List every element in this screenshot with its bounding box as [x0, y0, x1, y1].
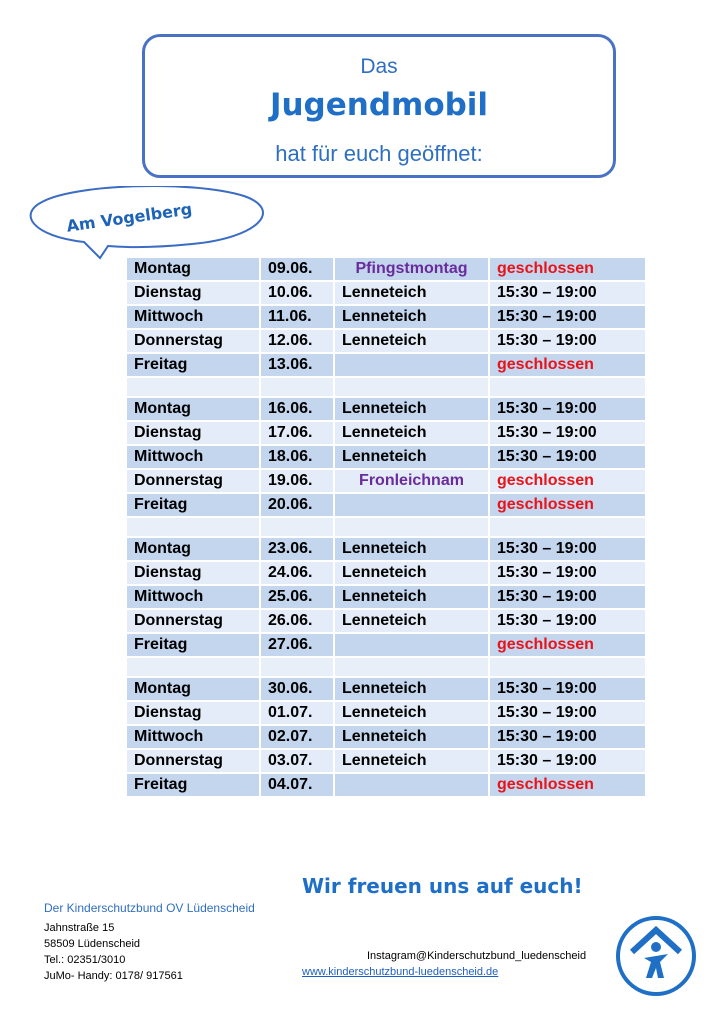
- time-cell: 15:30 – 19:00: [490, 282, 645, 306]
- website-link[interactable]: www.kinderschutzbund-luedenscheid.de: [302, 966, 499, 978]
- schedule-row: [127, 398, 645, 422]
- time-cell: 15:30 – 19:00: [490, 422, 645, 446]
- time-cell: 15:30 – 19:00: [490, 446, 645, 470]
- date-cell: 19.06.: [261, 470, 335, 494]
- closed-cell: geschlossen: [490, 354, 645, 378]
- place-cell: Lenneteich: [335, 702, 490, 726]
- address-mobile: JuMo- Handy: 0178/ 917561: [44, 970, 183, 982]
- day-cell: Donnerstag: [127, 750, 261, 774]
- date-cell: 09.06.: [261, 258, 335, 282]
- address-block: [44, 920, 183, 984]
- time-cell: 15:30 – 19:00: [490, 538, 645, 562]
- date-cell: 27.06.: [261, 634, 335, 658]
- kinderschutzbund-logo-icon: [614, 914, 698, 998]
- day-cell: Mittwoch: [127, 306, 261, 330]
- schedule-row: [127, 306, 645, 330]
- place-cell: Lenneteich: [335, 586, 490, 610]
- closed-cell: geschlossen: [490, 774, 645, 798]
- place-cell: [335, 494, 490, 518]
- schedule-table: [127, 258, 645, 798]
- day-cell: Dienstag: [127, 702, 261, 726]
- day-cell: Donnerstag: [127, 330, 261, 354]
- place-cell: Lenneteich: [335, 306, 490, 330]
- schedule-row: [127, 562, 645, 586]
- day-cell: Freitag: [127, 774, 261, 798]
- date-cell: 03.07.: [261, 750, 335, 774]
- day-cell: Freitag: [127, 354, 261, 378]
- day-cell: Montag: [127, 258, 261, 282]
- date-cell: 04.07.: [261, 774, 335, 798]
- place-cell: Lenneteich: [335, 538, 490, 562]
- day-cell: Mittwoch: [127, 446, 261, 470]
- day-cell: Dienstag: [127, 562, 261, 586]
- time-cell: 15:30 – 19:00: [490, 562, 645, 586]
- day-cell: Mittwoch: [127, 726, 261, 750]
- date-cell: 12.06.: [261, 330, 335, 354]
- time-cell: 15:30 – 19:00: [490, 726, 645, 750]
- address-phone: Tel.: 02351/3010: [44, 954, 126, 966]
- schedule-row: [127, 586, 645, 610]
- schedule-row: [127, 726, 645, 750]
- address-street: Jahnstraße 15: [44, 922, 115, 934]
- location-bubble: [22, 186, 268, 262]
- time-cell: 15:30 – 19:00: [490, 306, 645, 330]
- header-box: [142, 34, 616, 178]
- day-cell: Dienstag: [127, 282, 261, 306]
- day-cell: Montag: [127, 398, 261, 422]
- closed-cell: geschlossen: [490, 470, 645, 494]
- place-cell: Lenneteich: [335, 750, 490, 774]
- time-cell: 15:30 – 19:00: [490, 678, 645, 702]
- holiday-cell: Fronleichnam: [335, 470, 490, 494]
- place-cell: Lenneteich: [335, 678, 490, 702]
- place-cell: Lenneteich: [335, 398, 490, 422]
- schedule-row: [127, 774, 645, 798]
- day-cell: Montag: [127, 538, 261, 562]
- schedule-row: [127, 354, 645, 378]
- date-cell: 23.06.: [261, 538, 335, 562]
- time-cell: 15:30 – 19:00: [490, 330, 645, 354]
- header-subtitle: hat für euch geöffnet:: [275, 141, 483, 166]
- day-cell: Donnerstag: [127, 610, 261, 634]
- place-cell: Lenneteich: [335, 610, 490, 634]
- date-cell: 25.06.: [261, 586, 335, 610]
- week-spacer: [127, 378, 645, 398]
- schedule-row: [127, 330, 645, 354]
- date-cell: 10.06.: [261, 282, 335, 306]
- place-cell: Lenneteich: [335, 282, 490, 306]
- date-cell: 01.07.: [261, 702, 335, 726]
- holiday-cell: Pfingstmontag: [335, 258, 490, 282]
- date-cell: 16.06.: [261, 398, 335, 422]
- date-cell: 11.06.: [261, 306, 335, 330]
- date-cell: 17.06.: [261, 422, 335, 446]
- place-cell: Lenneteich: [335, 446, 490, 470]
- place-cell: Lenneteich: [335, 562, 490, 586]
- schedule-row: [127, 258, 645, 282]
- day-cell: Freitag: [127, 494, 261, 518]
- closed-cell: geschlossen: [490, 494, 645, 518]
- week-spacer: [127, 518, 645, 538]
- time-cell: 15:30 – 19:00: [490, 750, 645, 774]
- schedule-row: [127, 678, 645, 702]
- schedule-row: [127, 470, 645, 494]
- location-label: Am Vogelberg: [65, 199, 194, 236]
- instagram-handle: Instagram@Kinderschutzbund_luedenscheid: [367, 950, 587, 962]
- date-cell: 20.06.: [261, 494, 335, 518]
- date-cell: 30.06.: [261, 678, 335, 702]
- day-cell: Dienstag: [127, 422, 261, 446]
- date-cell: 13.06.: [261, 354, 335, 378]
- schedule-row: [127, 446, 645, 470]
- address-city: 58509 Lüdenscheid: [44, 938, 141, 950]
- day-cell: Montag: [127, 678, 261, 702]
- slogan: Wir freuen uns auf euch!: [302, 874, 583, 898]
- date-cell: 18.06.: [261, 446, 335, 470]
- day-cell: Mittwoch: [127, 586, 261, 610]
- schedule-row: [127, 282, 645, 306]
- date-cell: 26.06.: [261, 610, 335, 634]
- place-cell: Lenneteich: [335, 726, 490, 750]
- place-cell: Lenneteich: [335, 422, 490, 446]
- date-cell: 24.06.: [261, 562, 335, 586]
- schedule-row: [127, 494, 645, 518]
- date-cell: 02.07.: [261, 726, 335, 750]
- time-cell: 15:30 – 19:00: [490, 586, 645, 610]
- time-cell: 15:30 – 19:00: [490, 702, 645, 726]
- schedule-row: [127, 422, 645, 446]
- week-spacer: [127, 658, 645, 678]
- schedule-row: [127, 750, 645, 774]
- org-name: Der Kinderschutzbund OV Lüdenscheid: [44, 901, 255, 915]
- place-cell: Lenneteich: [335, 330, 490, 354]
- closed-cell: geschlossen: [490, 634, 645, 658]
- place-cell: [335, 634, 490, 658]
- day-cell: Donnerstag: [127, 470, 261, 494]
- header-line1: Das: [360, 55, 398, 78]
- schedule-row: [127, 702, 645, 726]
- schedule-row: [127, 610, 645, 634]
- place-cell: [335, 354, 490, 378]
- closed-cell: geschlossen: [490, 258, 645, 282]
- time-cell: 15:30 – 19:00: [490, 398, 645, 422]
- place-cell: [335, 774, 490, 798]
- time-cell: 15:30 – 19:00: [490, 610, 645, 634]
- schedule-row: [127, 538, 645, 562]
- day-cell: Freitag: [127, 634, 261, 658]
- schedule-row: [127, 634, 645, 658]
- page-title: Jugendmobil: [269, 87, 489, 123]
